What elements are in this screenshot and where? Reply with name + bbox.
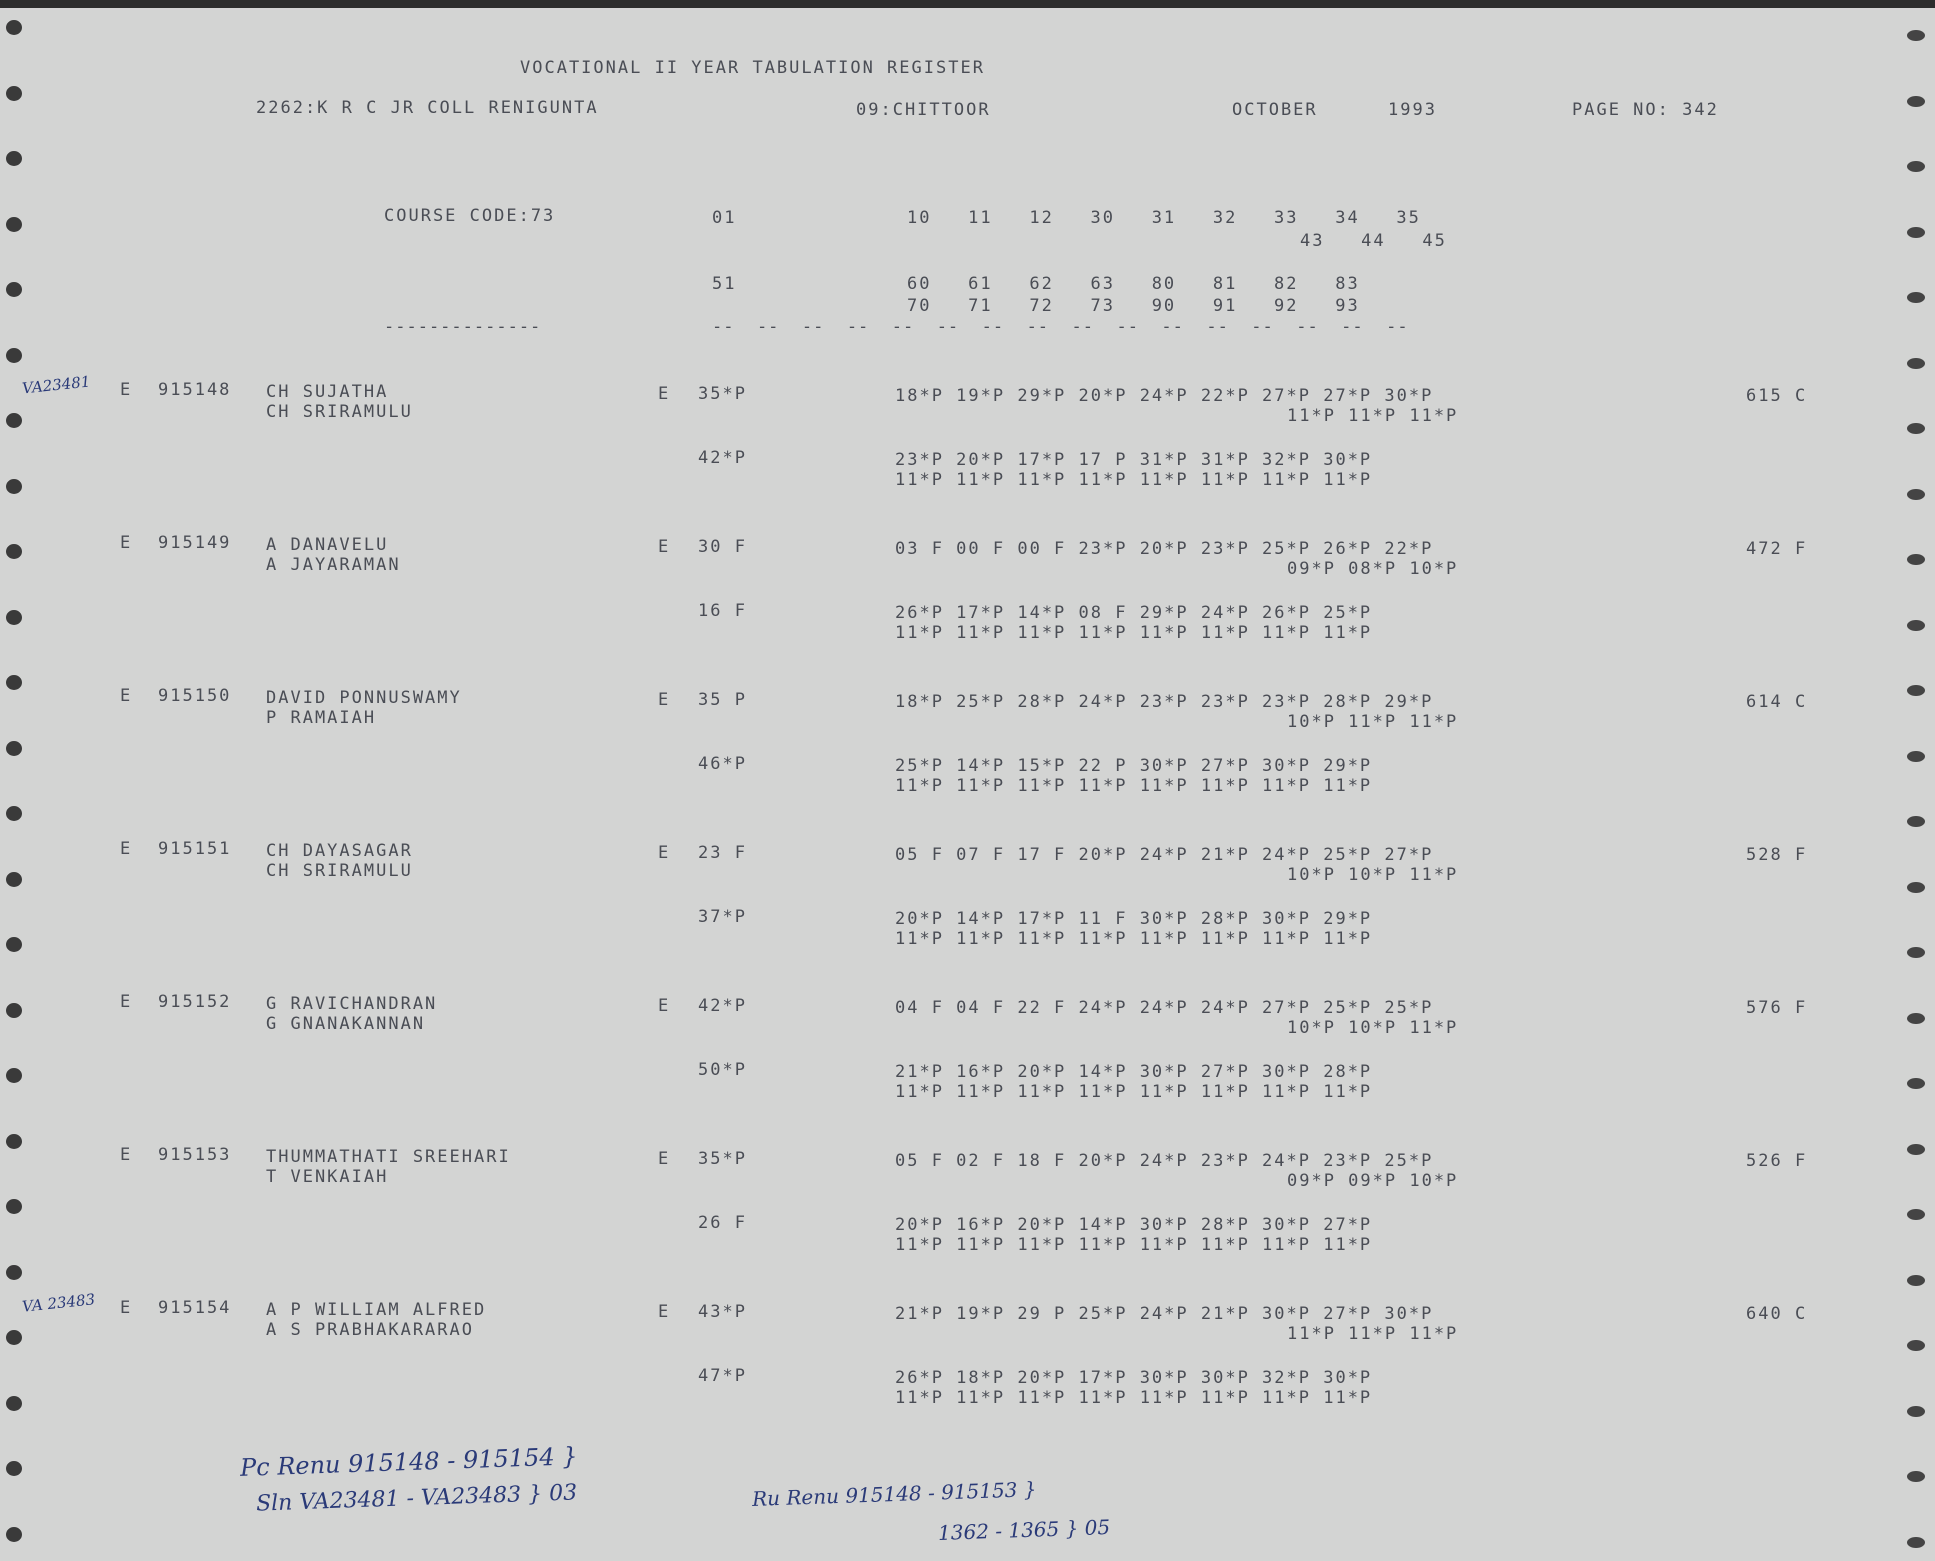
sprocket-hole	[6, 1396, 22, 1411]
sprocket-hole	[1907, 1275, 1925, 1286]
student-total: 528 F	[1746, 845, 1808, 865]
student-name: CH DAYASAGAR	[266, 841, 413, 861]
college-name: 2262:K R C JR COLL RENIGUNTA	[256, 98, 599, 118]
student-regno: 915153	[158, 1145, 232, 1165]
student-language-medium: E	[658, 1302, 671, 1322]
student-name: A P WILLIAM ALFRED	[266, 1300, 487, 1320]
student-marks-row1b: 10*P 10*P 11*P	[1287, 1018, 1459, 1038]
student-regno: 915148	[158, 380, 232, 400]
student-part2-mark: 26 F	[698, 1213, 747, 1233]
sprocket-hole	[1907, 1406, 1925, 1417]
sprocket-hole	[1907, 947, 1925, 958]
student-part2-mark: 16 F	[698, 601, 747, 621]
student-medium: E	[120, 839, 133, 859]
student-regno: 915154	[158, 1298, 232, 1318]
marks-column-rule: -- -- -- -- -- -- -- -- -- -- -- -- -- -- -- --	[712, 317, 1409, 337]
student-language-medium: E	[658, 384, 671, 404]
student-marks-row2b: 11*P 11*P 11*P 11*P 11*P 11*P 11*P 11*P	[895, 623, 1373, 643]
student-regno: 915152	[158, 992, 232, 1012]
student-part2-mark: 50*P	[698, 1060, 747, 1080]
student-part1-mark: 35*P	[698, 1149, 747, 1169]
student-language-medium: E	[658, 690, 671, 710]
student-part1-mark: 23 F	[698, 843, 747, 863]
student-marks-row2: 26*P 17*P 14*P 08 F 29*P 24*P 26*P 25*P	[895, 603, 1373, 623]
student-medium: E	[120, 1145, 133, 1165]
sprocket-hole	[6, 1003, 22, 1018]
student-medium: E	[120, 992, 133, 1012]
sprocket-hole	[6, 1265, 22, 1280]
sprocket-hole	[6, 1330, 22, 1345]
student-father-name: CH SRIRAMULU	[266, 861, 413, 881]
sprocket-hole	[1907, 816, 1925, 827]
sprocket-hole	[6, 741, 22, 756]
column-code-51: 51	[712, 274, 737, 294]
sprocket-hole	[6, 1199, 22, 1214]
sprocket-hole	[6, 806, 22, 821]
student-marks-row2: 20*P 16*P 20*P 14*P 30*P 28*P 30*P 27*P	[895, 1215, 1373, 1235]
student-part2-mark: 47*P	[698, 1366, 747, 1386]
student-medium: E	[120, 533, 133, 553]
sprocket-hole	[6, 217, 22, 232]
sprocket-hole	[6, 1134, 22, 1149]
sprocket-hole	[1907, 489, 1925, 500]
column-codes-row1: 10 11 12 30 31 32 33 34 35	[907, 208, 1421, 228]
student-marks-row1b: 09*P 09*P 10*P	[1287, 1171, 1459, 1191]
sprocket-hole	[6, 610, 22, 625]
student-part2-mark: 42*P	[698, 448, 747, 468]
student-part1-mark: 43*P	[698, 1302, 747, 1322]
sprocket-hole	[1907, 161, 1925, 172]
exam-month: OCTOBER	[1232, 100, 1318, 120]
sprocket-hole	[6, 151, 22, 166]
exam-year: 1993	[1388, 100, 1437, 120]
student-father-name: A JAYARAMAN	[266, 555, 401, 575]
column-codes-row1b: 43 44 45	[1300, 231, 1447, 251]
student-name: THUMMATHATI SREEHARI	[266, 1147, 511, 1167]
student-father-name: T VENKAIAH	[266, 1167, 389, 1187]
student-total: 640 C	[1746, 1304, 1808, 1324]
student-language-medium: E	[658, 843, 671, 863]
sprocket-hole	[6, 937, 22, 952]
student-marks-row1b: 10*P 10*P 11*P	[1287, 865, 1459, 885]
student-medium: E	[120, 686, 133, 706]
sprocket-hole	[1907, 620, 1925, 631]
sprocket-hole	[6, 1527, 22, 1542]
handwritten-note-line2: Sln VA23481 - VA23483 } 03	[255, 1480, 578, 1517]
student-language-medium: E	[658, 996, 671, 1016]
student-marks-row2: 20*P 14*P 17*P 11 F 30*P 28*P 30*P 29*P	[895, 909, 1373, 929]
student-marks-row1: 03 F 00 F 00 F 23*P 20*P 23*P 25*P 26*P 22*P	[895, 539, 1434, 559]
sprocket-hole	[6, 86, 22, 101]
sprocket-hole	[1907, 1078, 1925, 1089]
student-margin-note: VA 23483	[21, 1290, 96, 1316]
sprocket-hole	[6, 20, 22, 35]
sprocket-hole	[6, 544, 22, 559]
student-marks-row1b: 11*P 11*P 11*P	[1287, 1324, 1459, 1344]
student-total: 576 F	[1746, 998, 1808, 1018]
handwritten-note-right1: Ru Renu 915148 - 915153 }	[751, 1477, 1037, 1511]
sprocket-hole	[1907, 358, 1925, 369]
district: 09:CHITTOOR	[856, 100, 991, 120]
student-total: 472 F	[1746, 539, 1808, 559]
sprocket-hole	[1907, 30, 1925, 41]
sprocket-hole	[1907, 1209, 1925, 1220]
student-part1-mark: 35 P	[698, 690, 747, 710]
student-part1-mark: 42*P	[698, 996, 747, 1016]
student-regno: 915151	[158, 839, 232, 859]
student-part1-mark: 30 F	[698, 537, 747, 557]
student-marks-row2b: 11*P 11*P 11*P 11*P 11*P 11*P 11*P 11*P	[895, 1082, 1373, 1102]
student-father-name: A S PRABHAKARARAO	[266, 1320, 474, 1340]
sprocket-hole	[1907, 685, 1925, 696]
right-sprocket-holes	[1895, 0, 1935, 1561]
student-marks-row1: 05 F 07 F 17 F 20*P 24*P 21*P 24*P 25*P 27*P	[895, 845, 1434, 865]
student-total: 615 C	[1746, 386, 1808, 406]
student-marks-row2b: 11*P 11*P 11*P 11*P 11*P 11*P 11*P 11*P	[895, 1235, 1373, 1255]
handwritten-note-line1: Pc Renu 915148 - 915154 }	[239, 1442, 578, 1482]
student-marks-row1: 04 F 04 F 22 F 24*P 24*P 24*P 27*P 25*P 25*P	[895, 998, 1434, 1018]
student-marks-row2: 23*P 20*P 17*P 17 P 31*P 31*P 32*P 30*P	[895, 450, 1373, 470]
sprocket-hole	[6, 1461, 22, 1476]
sprocket-hole	[1907, 1340, 1925, 1351]
student-total: 526 F	[1746, 1151, 1808, 1171]
course-code: COURSE CODE:73	[384, 206, 556, 226]
student-marks-row1: 21*P 19*P 29 P 25*P 24*P 21*P 30*P 27*P 30*P	[895, 1304, 1434, 1324]
sprocket-hole	[6, 872, 22, 887]
student-marks-row2: 21*P 16*P 20*P 14*P 30*P 27*P 30*P 28*P	[895, 1062, 1373, 1082]
student-language-medium: E	[658, 537, 671, 557]
sprocket-hole	[6, 282, 22, 297]
sprocket-hole	[6, 348, 22, 363]
student-part2-mark: 37*P	[698, 907, 747, 927]
student-marks-row1: 18*P 19*P 29*P 20*P 24*P 22*P 27*P 27*P 30*P	[895, 386, 1434, 406]
student-father-name: P RAMAIAH	[266, 708, 377, 728]
sprocket-hole	[1907, 1013, 1925, 1024]
sprocket-hole	[1907, 423, 1925, 434]
student-name: DAVID PONNUSWAMY	[266, 688, 462, 708]
sprocket-hole	[1907, 554, 1925, 565]
student-marks-row1b: 10*P 11*P 11*P	[1287, 712, 1459, 732]
column-codes-row2: 60 61 62 63 80 81 82 83	[907, 274, 1360, 294]
student-marks-row2b: 11*P 11*P 11*P 11*P 11*P 11*P 11*P 11*P	[895, 776, 1373, 796]
sprocket-hole	[1907, 292, 1925, 303]
student-part2-mark: 46*P	[698, 754, 747, 774]
student-marks-row1b: 09*P 08*P 10*P	[1287, 559, 1459, 579]
sprocket-hole	[1907, 1471, 1925, 1482]
sprocket-hole	[6, 413, 22, 428]
student-regno: 915149	[158, 533, 232, 553]
column-codes-row2b: 70 71 72 73 90 91 92 93	[907, 296, 1360, 316]
sprocket-hole	[6, 675, 22, 690]
student-margin-note: VA23481	[21, 372, 92, 398]
sprocket-hole	[1907, 751, 1925, 762]
column-code-01: 01	[712, 208, 737, 228]
student-marks-row2b: 11*P 11*P 11*P 11*P 11*P 11*P 11*P 11*P	[895, 1388, 1373, 1408]
sprocket-hole	[1907, 1537, 1925, 1548]
student-name: G RAVICHANDRAN	[266, 994, 438, 1014]
student-marks-row1: 18*P 25*P 28*P 24*P 23*P 23*P 23*P 28*P 29*P	[895, 692, 1434, 712]
student-part1-mark: 35*P	[698, 384, 747, 404]
name-column-rule: --------------	[384, 317, 542, 337]
student-name: CH SUJATHA	[266, 382, 389, 402]
student-marks-row2b: 11*P 11*P 11*P 11*P 11*P 11*P 11*P 11*P	[895, 929, 1373, 949]
student-marks-row2: 26*P 18*P 20*P 17*P 30*P 30*P 32*P 30*P	[895, 1368, 1373, 1388]
student-marks-row1b: 11*P 11*P 11*P	[1287, 406, 1459, 426]
sprocket-hole	[1907, 96, 1925, 107]
student-marks-row1: 05 F 02 F 18 F 20*P 24*P 23*P 24*P 23*P 25*P	[895, 1151, 1434, 1171]
student-medium: E	[120, 1298, 133, 1318]
paper-top-edge	[0, 0, 1935, 8]
sprocket-hole	[1907, 227, 1925, 238]
student-marks-row2: 25*P 14*P 15*P 22 P 30*P 27*P 30*P 29*P	[895, 756, 1373, 776]
student-father-name: CH SRIRAMULU	[266, 402, 413, 422]
sprocket-hole	[6, 1068, 22, 1083]
student-total: 614 C	[1746, 692, 1808, 712]
student-language-medium: E	[658, 1149, 671, 1169]
student-father-name: G GNANAKANNAN	[266, 1014, 426, 1034]
student-marks-row2b: 11*P 11*P 11*P 11*P 11*P 11*P 11*P 11*P	[895, 470, 1373, 490]
handwritten-note-right2: 1362 - 1365 } 05	[937, 1515, 1111, 1545]
student-name: A DANAVELU	[266, 535, 389, 555]
sprocket-hole	[1907, 882, 1925, 893]
sprocket-hole	[1907, 1144, 1925, 1155]
sprocket-hole	[6, 479, 22, 494]
left-sprocket-holes	[0, 0, 40, 1561]
student-regno: 915150	[158, 686, 232, 706]
student-medium: E	[120, 380, 133, 400]
register-title: VOCATIONAL II YEAR TABULATION REGISTER	[520, 58, 985, 78]
page-number: PAGE NO: 342	[1572, 100, 1719, 120]
